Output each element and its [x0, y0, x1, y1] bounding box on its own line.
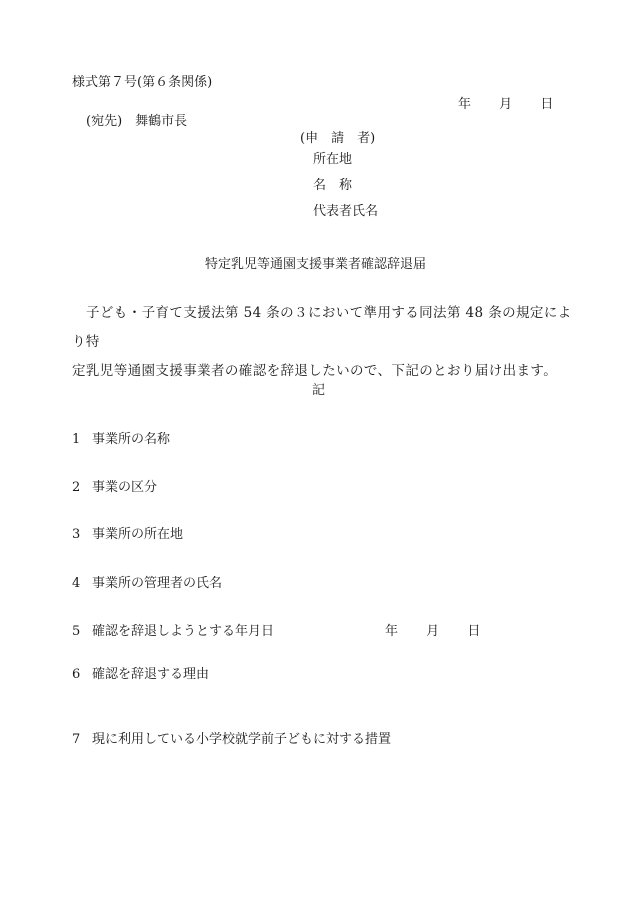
date-day: 日: [540, 97, 554, 112]
applicant-representative-label: 代表者氏名: [313, 204, 379, 219]
applicant-heading: (申 請 者): [300, 131, 376, 146]
date-year: 年: [458, 97, 472, 112]
item-number: 6: [72, 667, 81, 682]
item-label: 確認を辞退する理由: [92, 667, 210, 682]
addressee: (宛先) 舞鶴市長: [86, 114, 188, 129]
list-item: [72, 576, 222, 592]
submission-date: [458, 97, 553, 113]
item-number: 1: [72, 432, 81, 447]
list-item: [72, 732, 391, 748]
item-label: 事業の区分: [92, 480, 158, 495]
item-label: 確認を辞退しようとする年月日: [92, 624, 275, 639]
item5-date: [385, 624, 480, 640]
item-number: 5: [72, 624, 81, 639]
body-paragraph: [72, 299, 572, 386]
list-item: [72, 667, 209, 683]
list-item: [72, 624, 274, 640]
item-label: 事業所の管理者の氏名: [92, 576, 223, 591]
list-item: [72, 527, 183, 543]
date-month: 月: [499, 97, 513, 112]
item5-month: 月: [426, 624, 440, 639]
applicant-location-label: 所在地: [313, 152, 353, 167]
item-number: 7: [72, 732, 81, 747]
list-item: [72, 432, 170, 448]
list-item: [72, 480, 157, 496]
applicant-name-label: 名 称: [313, 178, 353, 193]
body-line-1: 子ども・子育て支援法第 54 条の３において準用する同法第 48 条の規定により特: [72, 305, 572, 350]
item-number: 3: [72, 527, 81, 542]
item5-year: 年: [385, 624, 399, 639]
form-number: 様式第７号(第６条関係): [72, 75, 213, 90]
item-label: 事業所の名称: [92, 432, 171, 447]
item-label: 事業所の所在地: [92, 527, 184, 542]
document-title: 特定乳児等通園支援事業者確認辞退届: [205, 257, 427, 272]
item-number: 4: [72, 576, 81, 591]
item-number: 2: [72, 480, 81, 495]
item-label: 現に利用している小学校就学前子どもに対する措置: [92, 732, 392, 747]
item5-day: 日: [467, 624, 481, 639]
body-line-2: 定乳児等通園支援事業者の確認を辞退したいので、下記のとおり届け出ます。: [72, 363, 558, 379]
ki-heading: 記: [312, 383, 326, 398]
